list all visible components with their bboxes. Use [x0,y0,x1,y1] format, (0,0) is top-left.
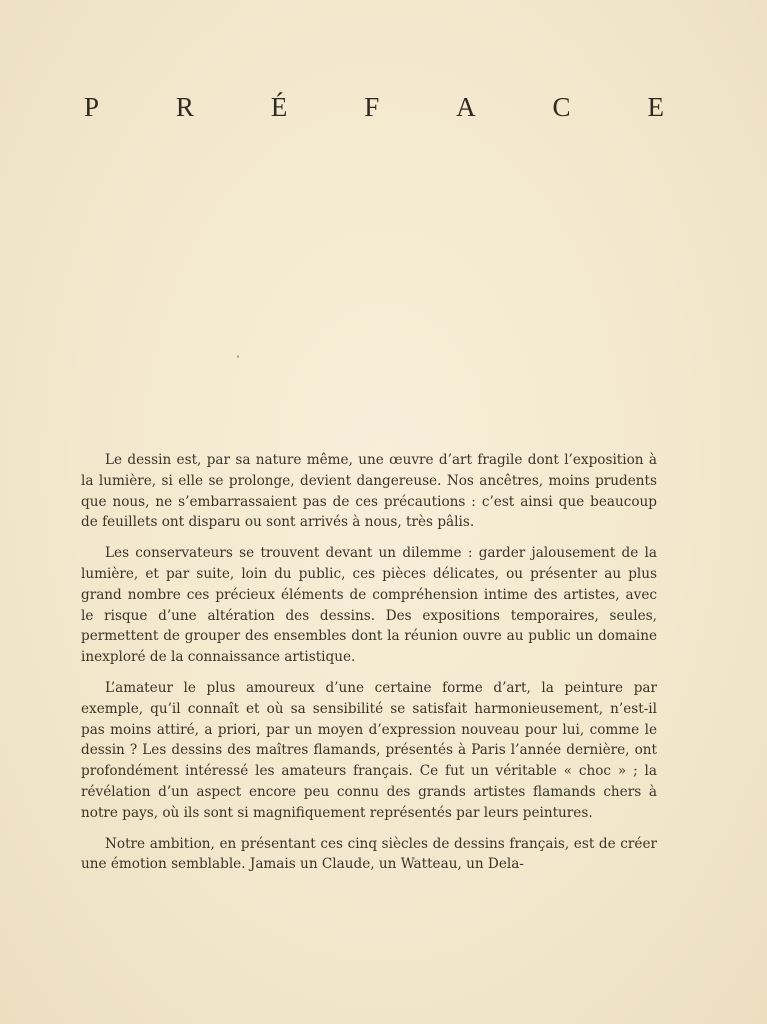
paragraph: Notre ambition, en présentant ces cinq siècles de dessins français, est de créer une émotion semblable. Jamais un Claude, un Watteau, un Dela- [81,835,657,873]
title-letter: P [84,92,100,122]
paragraph: Les conservateurs se trouvent devant un dilemme : garder jalousement de la lumière, et par suite, loin du public, ces pièces délicates, ou présenter au plus grand nombre ces précieux éléments de compréhension intime des artistes, avec le risque d’une altération des dessins. Des expositions temporaires, seules, permettent de grouper des ensembles dont la réunion ouvre au public un domaine inexploré de la connaissance artistique. [81,545,657,666]
paper-speck [237,355,239,358]
title-letter: E [647,92,664,122]
title-letter: F [364,92,380,122]
title-letter: É [270,92,288,122]
title-letter: R [175,92,194,122]
preface-body [81,450,657,875]
page-title [84,92,664,123]
title-letter: A [456,92,476,122]
title-letter: C [552,92,571,122]
paragraph: L’amateur le plus amoureux d’une certaine forme d’art, la peinture par exemple, qu’il connaît et où sa sensibilité se satisfait harmonieusement, n’est-il pas moins attiré, a priori, par un moyen d’expression nouveau pour lui, comme le dessin ? Les dessins des maîtres flamands, présentés à Paris l’année dernière, ont profondément intéressé les amateurs français. Ce fut un véritable « choc » ; la révélation d’un aspect encore peu connu des grands artistes flamands chers à notre pays, où ils sont si magnifiquement représentés par leurs peintures. [81,679,657,821]
paragraph: Le dessin est, par sa nature même, une œuvre d’art fragile dont l’exposition à la lumière, si elle se prolonge, devient dangereuse. Nos ancêtres, moins prudents que nous, ne s’embarrassaient pas de ces précautions : c’est ainsi que beaucoup de feuillets ont disparu ou sont arrivés à nous, très pâlis. [81,452,657,531]
